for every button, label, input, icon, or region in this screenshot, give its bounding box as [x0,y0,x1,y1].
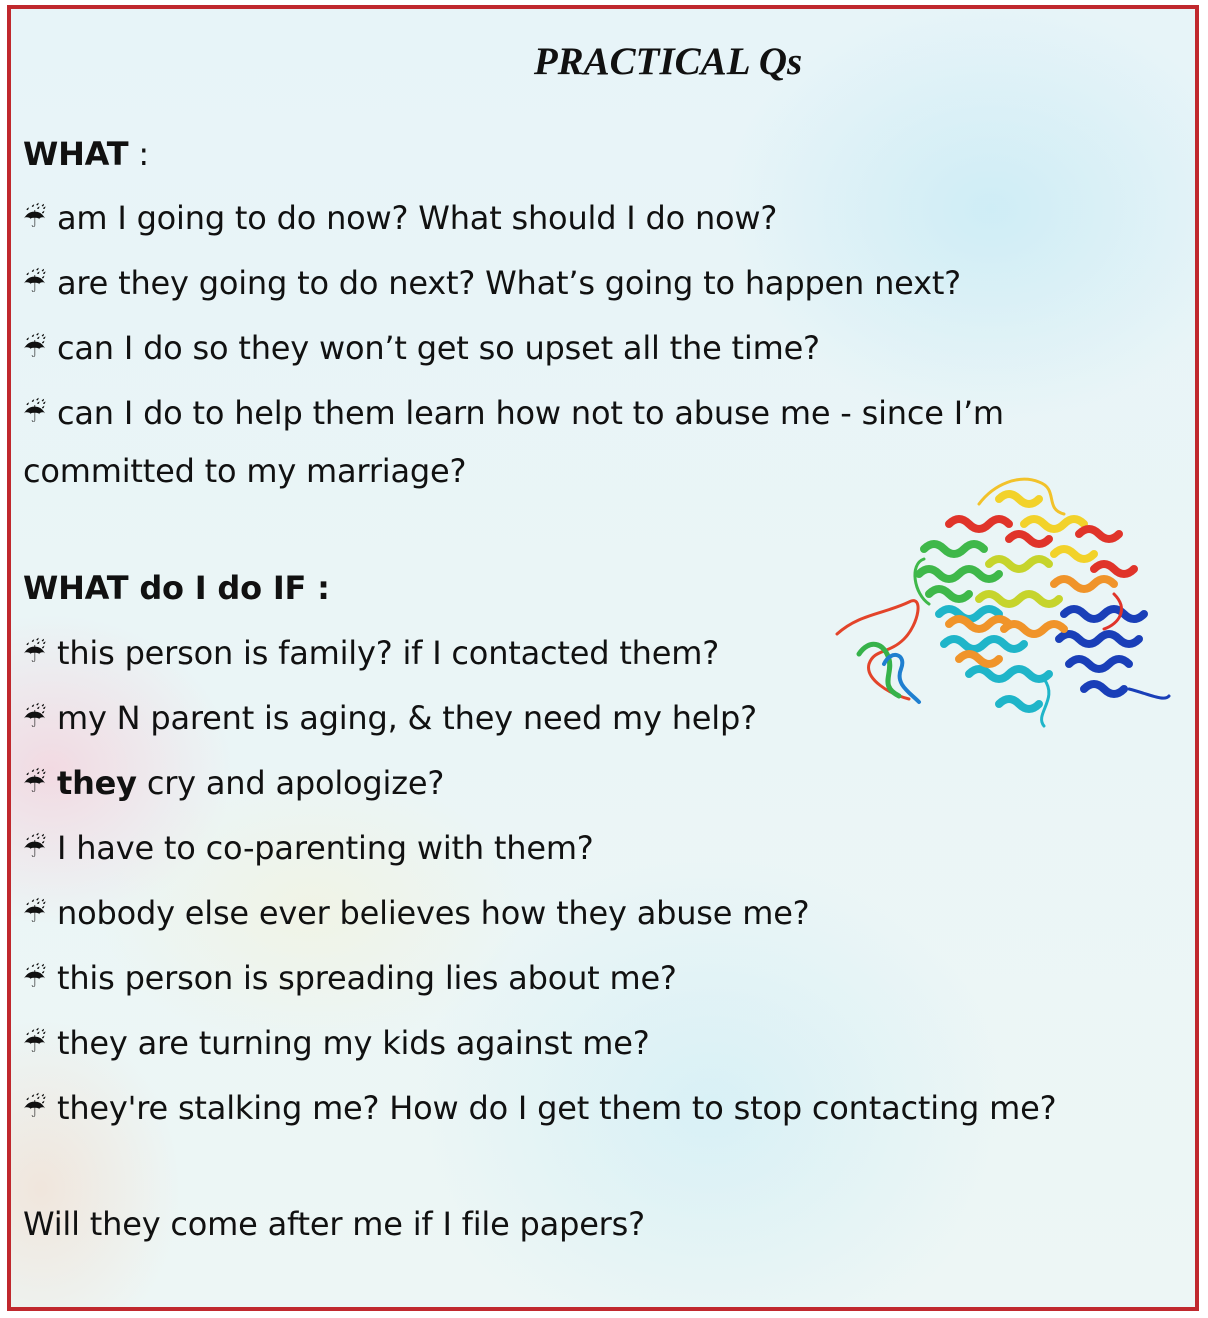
section-heading-what-if: WHAT do I do IF : [23,569,330,607]
umbrella-icon: ☔ [23,769,47,799]
umbrella-icon: ☔ [23,639,47,669]
list-item-text: this person is spreading lies about me? [57,959,677,997]
heading-suffix: : [128,135,149,173]
list-item [23,894,809,932]
list-item-text: they're stalking me? How do I get them to stop contacting me? [57,1089,1057,1127]
list-item-text: they are turning my kids against me? [57,1024,650,1062]
umbrella-icon: ☔ [23,204,47,234]
list-item-text: I have to co-parenting with them? [57,829,594,867]
list-item [23,329,820,367]
list-item-continuation: committed to my marriage? [23,452,467,490]
list-item [23,764,444,802]
protein-structure-image [829,464,1179,734]
list-item [23,829,594,867]
page-frame [7,5,1199,1311]
list-item [23,199,777,237]
list-item [23,394,1004,432]
umbrella-icon: ☔ [23,704,47,734]
list-item-text: can I do so they won’t get so upset all the time? [57,329,820,367]
list-item-text: nobody else ever believes how they abuse me? [57,894,810,932]
umbrella-icon: ☔ [23,1094,47,1124]
bold-word: they [57,764,137,802]
closing-question: Will they come after me if I file papers? [23,1205,645,1243]
umbrella-icon: ☔ [23,399,47,429]
list-item [23,1089,1056,1127]
page-title: PRACTICAL Qs [533,40,803,83]
list-item-text: can I do to help them learn how not to abuse me - since I’m [57,394,1004,432]
heading-text: WHAT [23,135,129,173]
umbrella-icon: ☔ [23,834,47,864]
umbrella-icon: ☔ [23,334,47,364]
section-heading-what [23,135,149,173]
umbrella-icon: ☔ [23,964,47,994]
list-item-text: cry and apologize? [146,764,445,802]
list-item-text: this person is family? if I contacted them? [57,634,720,672]
list-item [23,264,961,302]
list-item [23,634,719,672]
list-item-text: are they going to do next? What’s going to happen next? [57,264,961,302]
list-item [23,959,677,997]
umbrella-icon: ☔ [23,269,47,299]
list-item [23,699,757,737]
umbrella-icon: ☔ [23,899,47,929]
list-item [23,1024,650,1062]
list-item-text: my N parent is aging, & they need my help? [57,699,757,737]
list-item-text: am I going to do now? What should I do now? [57,199,778,237]
umbrella-icon: ☔ [23,1029,47,1059]
